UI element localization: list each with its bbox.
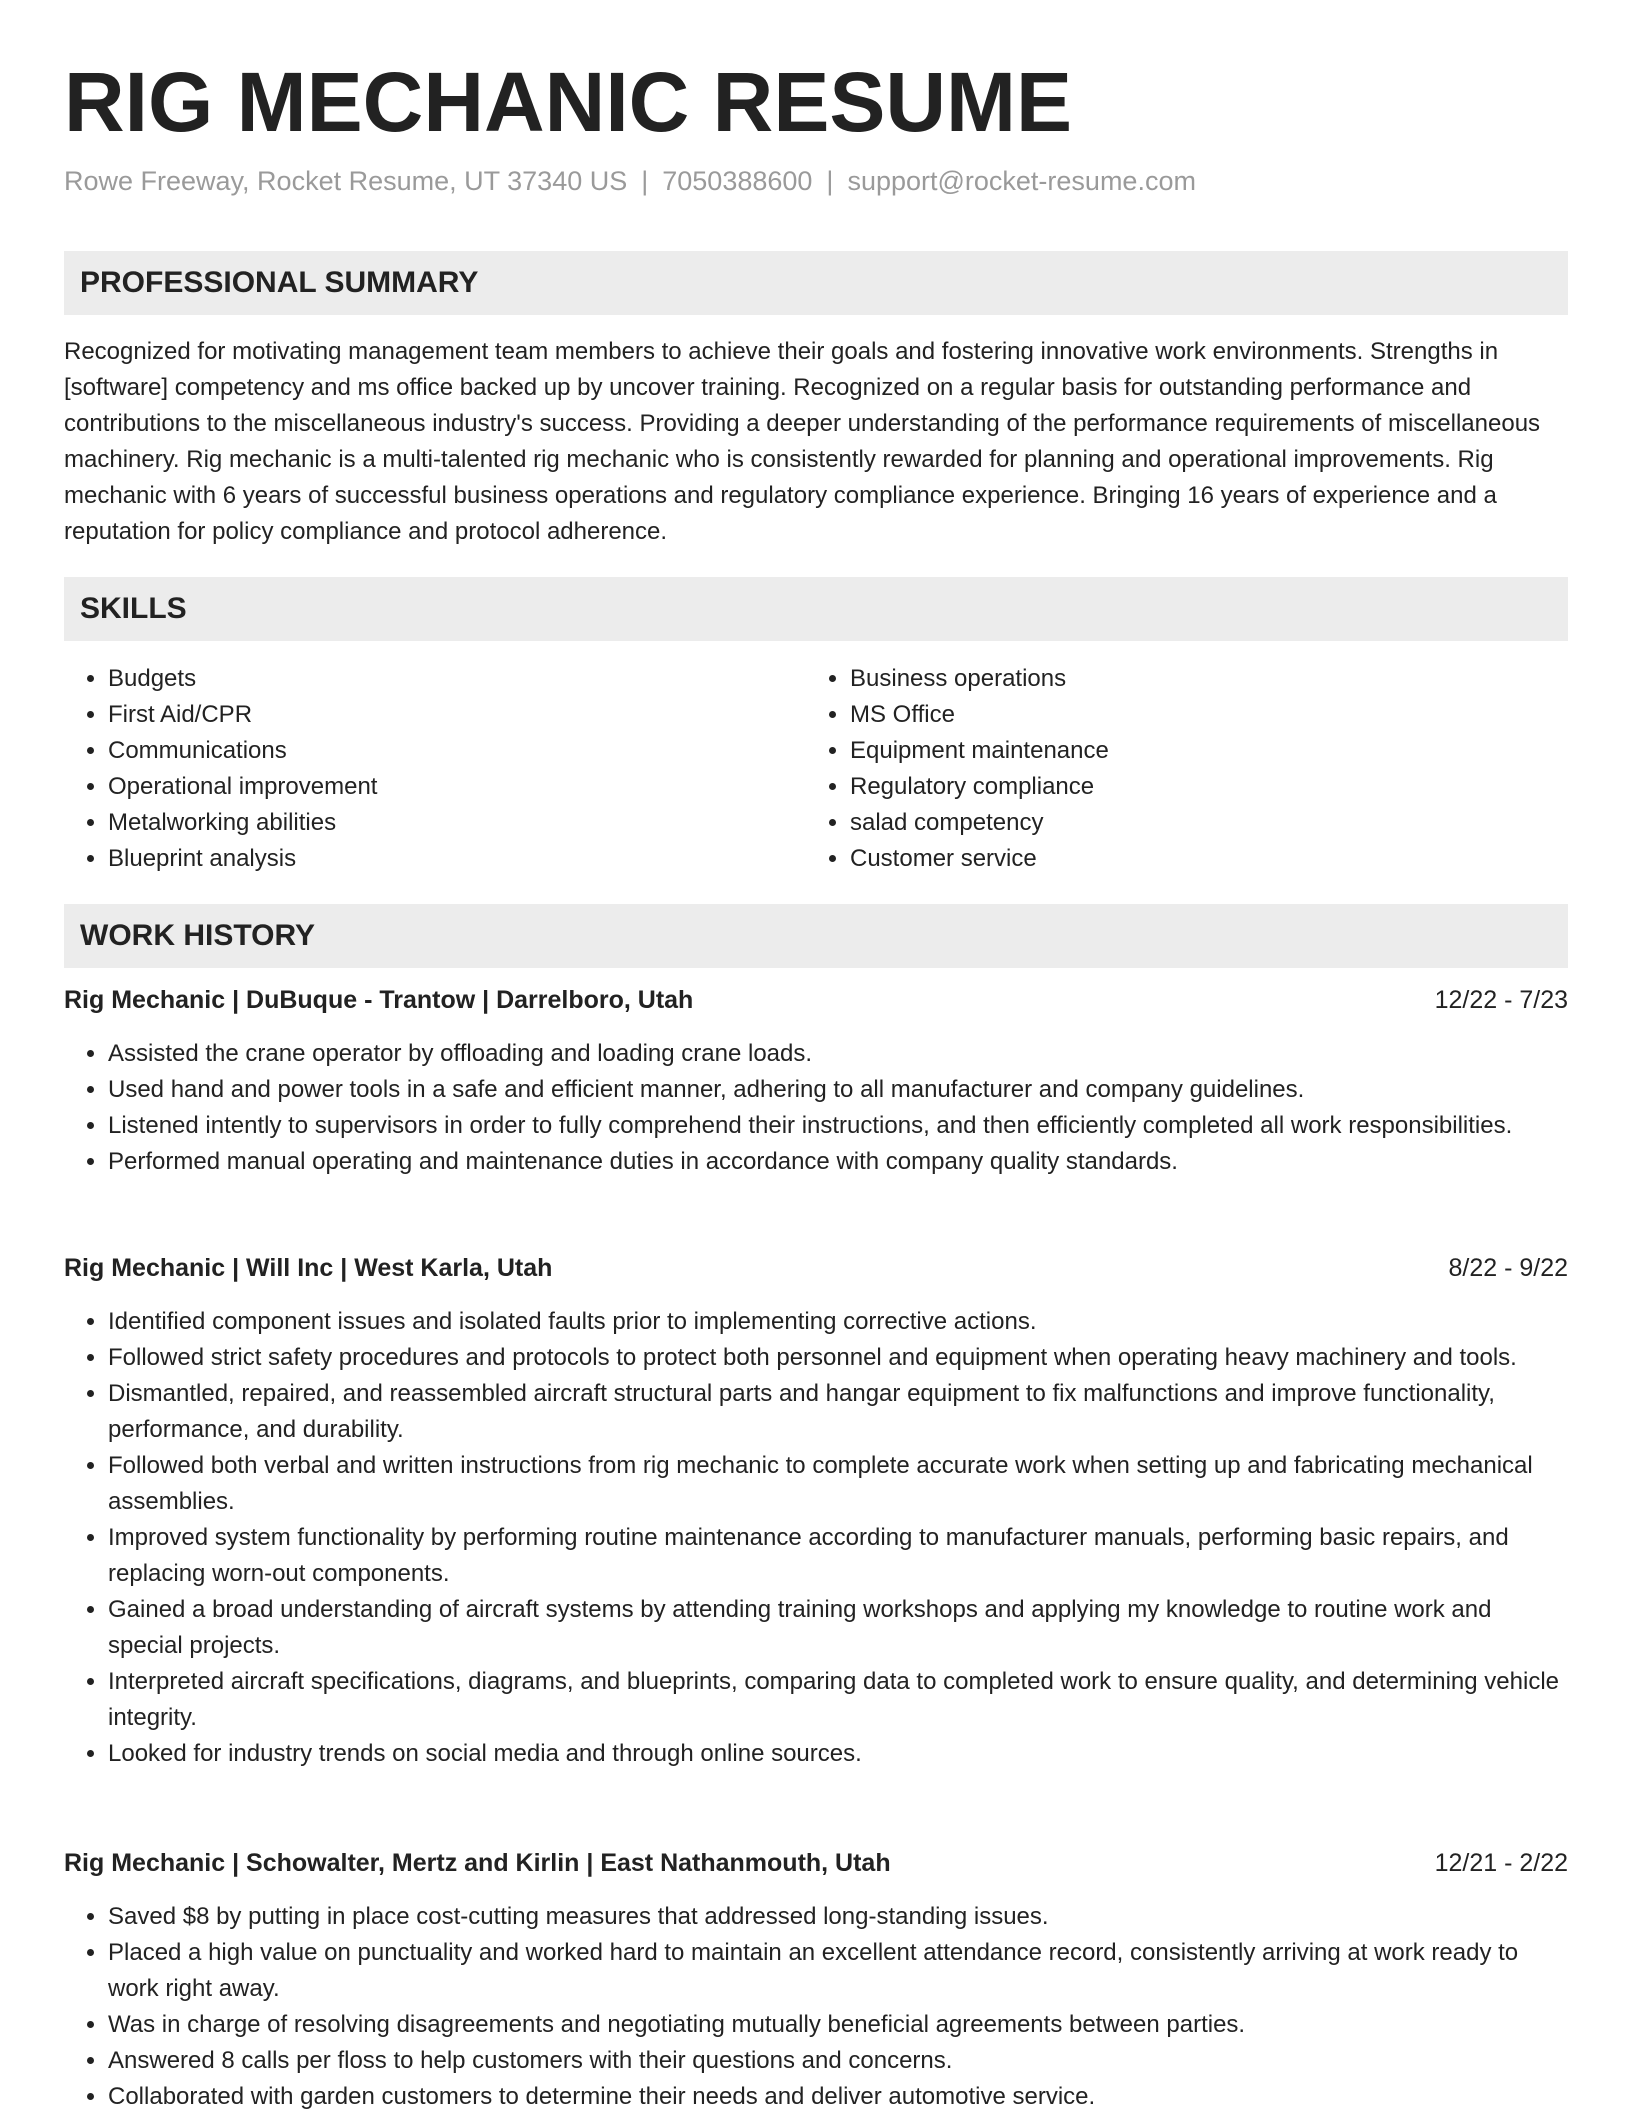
job-title: Rig Mechanic | DuBuque - Trantow | Darrelboro, Utah — [64, 986, 694, 1014]
skill-item: • Equipment maintenance — [850, 733, 1548, 769]
contact-line — [64, 166, 1196, 197]
job-bullet: • Followed both verbal and written instructions from rig mechanic to complete accurate work when setting up and fabricating mechanical assemblies. — [108, 1448, 1568, 1520]
skill-item: • Budgets — [108, 661, 806, 697]
job-bullet: • Improved system functionality by performing routine maintenance according to manufacturer manuals, performing basic repairs, and replacing worn-out components. — [108, 1520, 1568, 1592]
job-bullet: • Looked for industry trends on social media and through online sources. — [108, 1736, 1568, 1772]
skill-item: • First Aid/CPR — [108, 697, 806, 733]
skills-column-right — [806, 661, 1548, 877]
contact-address: Rowe Freeway, Rocket Resume, UT 37340 US — [64, 166, 628, 196]
skills-column-left — [64, 661, 806, 877]
skill-item: • salad competency — [850, 805, 1548, 841]
job-title: Rig Mechanic | Schowalter, Mertz and Kirlin | East Nathanmouth, Utah — [64, 1849, 891, 1877]
job-title: Rig Mechanic | Will Inc | West Karla, Utah — [64, 1254, 553, 1282]
contact-separator: | — [826, 166, 834, 196]
resume-title: RIG MECHANIC RESUME — [64, 55, 1073, 149]
skill-item: • Regulatory compliance — [850, 769, 1548, 805]
job-bullet: • Placed a high value on punctuality and worked hard to maintain an excellent attendance record, consistently arriving at work ready to work right away. — [108, 1935, 1568, 2007]
job-bullet: • Assisted the crane operator by offloading and loading crane loads. — [108, 1036, 1568, 1072]
skills-list — [64, 661, 1568, 877]
job-bullets — [64, 1036, 1568, 1180]
job-bullet: • Listened intently to supervisors in order to fully comprehend their instructions, and then efficiently completed all work responsibilities. — [108, 1108, 1568, 1144]
work-history-heading: WORK HISTORY — [64, 904, 1568, 968]
job-date: 12/22 - 7/23 — [1434, 986, 1568, 1014]
job-bullet: • Dismantled, repaired, and reassembled aircraft structural parts and hangar equipment to fix malfunctions and improve functionality, performance, and durability. — [108, 1376, 1568, 1448]
job-bullet: • Was in charge of resolving disagreements and negotiating mutually beneficial agreements between parties. — [108, 2007, 1568, 2043]
summary-heading: PROFESSIONAL SUMMARY — [64, 251, 1568, 315]
job-entry — [64, 1845, 1568, 2115]
summary-text: Recognized for motivating management team members to achieve their goals and fostering innovative work environments. Strengths in [software] competency and ms office backed up by uncover training. Recognized on a regular basis for outstanding performance and contributions to the miscellaneous industry's success. Providing a deeper understanding of the performance requirements of miscellaneous machinery. Rig mechanic is a multi-talented rig mechanic who is consistently rewarded for planning and operational improvements. Rig mechanic with 6 years of successful business operations and regulatory compliance experience. Bringing 16 years of experience and a reputation for policy compliance and protocol adherence. — [64, 338, 1541, 545]
contact-email: support@rocket-resume.com — [847, 166, 1196, 196]
job-entry — [64, 982, 1568, 1180]
job-header — [64, 1845, 1568, 1881]
job-bullet: • Collaborated with garden customers to determine their needs and deliver automotive service. — [108, 2079, 1568, 2115]
job-bullet: • Identified component issues and isolated faults prior to implementing corrective actions. — [108, 1304, 1568, 1340]
job-header — [64, 1250, 1568, 1286]
job-date: 12/21 - 2/22 — [1434, 1849, 1568, 1877]
skill-item: • Customer service — [850, 841, 1548, 877]
contact-separator: | — [641, 166, 649, 196]
skills-heading: SKILLS — [64, 577, 1568, 641]
skill-item: • MS Office — [850, 697, 1548, 733]
job-date: 8/22 - 9/22 — [1448, 1254, 1568, 1282]
job-bullet: • Saved $8 by putting in place cost-cutting measures that addressed long-standing issues. — [108, 1899, 1568, 1935]
job-entry — [64, 1250, 1568, 1772]
job-bullets — [64, 1899, 1568, 2115]
skill-item: • Operational improvement — [108, 769, 806, 805]
job-bullet: • Answered 8 calls per floss to help customers with their questions and concerns. — [108, 2043, 1568, 2079]
contact-phone: 7050388600 — [662, 166, 813, 196]
skill-item: • Metalworking abilities — [108, 805, 806, 841]
job-bullet: • Used hand and power tools in a safe and efficient manner, adhering to all manufacturer and company guidelines. — [108, 1072, 1568, 1108]
job-bullet: • Followed strict safety procedures and protocols to protect both personnel and equipment when operating heavy machinery and tools. — [108, 1340, 1568, 1376]
skill-item: • Communications — [108, 733, 806, 769]
job-bullet: • Performed manual operating and maintenance duties in accordance with company quality standards. — [108, 1144, 1568, 1180]
skill-item: • Blueprint analysis — [108, 841, 806, 877]
skill-item: • Business operations — [850, 661, 1548, 697]
job-header — [64, 982, 1568, 1018]
job-bullet: • Gained a broad understanding of aircraft systems by attending training workshops and applying my knowledge to routine work and special projects. — [108, 1592, 1568, 1664]
job-bullet: • Interpreted aircraft specifications, diagrams, and blueprints, comparing data to completed work to ensure quality, and determining vehicle integrity. — [108, 1664, 1568, 1736]
job-bullets — [64, 1304, 1568, 1772]
